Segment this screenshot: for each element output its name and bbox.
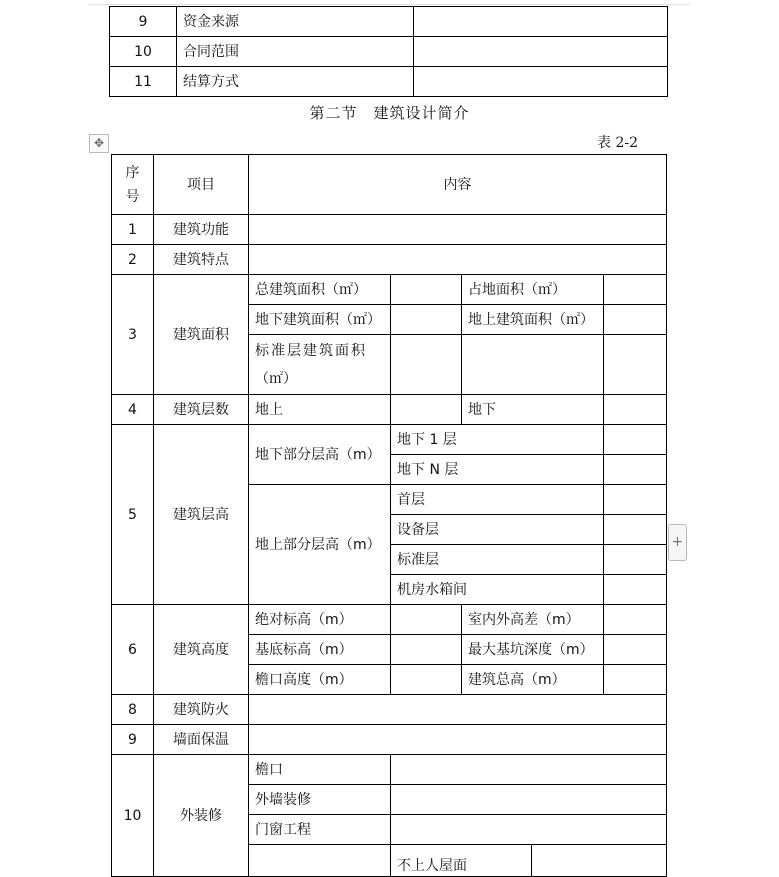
eave-height-value[interactable] (391, 665, 462, 695)
underground-area-value[interactable] (391, 305, 462, 335)
eave-value[interactable] (391, 755, 667, 785)
machine-room-value[interactable] (604, 575, 667, 605)
table-row (112, 245, 667, 275)
standard-floor-area-label[interactable] (249, 335, 391, 395)
row-value[interactable] (414, 37, 668, 67)
basement-n-value[interactable] (604, 455, 667, 485)
standard-floor-area-value[interactable] (391, 335, 462, 395)
empty-cell[interactable] (462, 335, 604, 395)
table-header-row (112, 155, 667, 215)
floors-above-value[interactable] (391, 395, 462, 425)
row-number: 9 (110, 7, 177, 37)
non-accessible-roof-value[interactable] (532, 845, 667, 877)
row-content-cell[interactable] (249, 695, 667, 725)
underground-area-label[interactable]: 地下建筑面积（㎡） (249, 305, 391, 335)
row-item[interactable]: 建筑层数 (154, 395, 249, 425)
equipment-floor-label[interactable]: 设备层 (391, 515, 604, 545)
floors-below-label[interactable]: 地下 (462, 395, 604, 425)
land-area-value[interactable] (604, 275, 667, 305)
table-label: 表 2-2 (597, 135, 638, 151)
row-item[interactable]: 建筑层高 (154, 425, 249, 605)
row-content-cell[interactable] (249, 215, 667, 245)
section-title: 第二节 建筑设计简介 (309, 104, 470, 122)
table-row (112, 395, 667, 425)
row-number: 5 (112, 425, 154, 605)
non-accessible-roof-label[interactable]: 不上人屋面 (391, 845, 532, 877)
row-item[interactable]: 墙面保温 (154, 725, 249, 755)
table-row (112, 725, 667, 755)
row-value[interactable] (414, 67, 668, 97)
row-number: 6 (112, 605, 154, 695)
row-content-cell[interactable] (249, 725, 667, 755)
standard-floor-label[interactable]: 标准层 (391, 545, 604, 575)
row-item[interactable]: 建筑功能 (154, 215, 249, 245)
standard-floor-value[interactable] (604, 545, 667, 575)
table-move-handle-icon[interactable]: ✥ (89, 134, 109, 153)
row-number: 4 (112, 395, 154, 425)
total-height-value[interactable] (604, 665, 667, 695)
table-row (112, 425, 667, 455)
table-row (110, 67, 668, 97)
underground-floor-height-label[interactable]: 地下部分层高（m） (249, 425, 391, 485)
row-number: 11 (110, 67, 177, 97)
empty-cell[interactable] (604, 335, 667, 395)
row-label[interactable]: 合同范围 (177, 37, 414, 67)
door-window-value[interactable] (391, 815, 667, 845)
table-row (112, 215, 667, 245)
total-area-value[interactable] (391, 275, 462, 305)
row-item[interactable]: 建筑面积 (154, 275, 249, 395)
row-label[interactable]: 资金来源 (177, 7, 414, 37)
row-number: 9 (112, 725, 154, 755)
table-row (112, 695, 667, 725)
add-column-icon[interactable]: + (668, 524, 687, 561)
floors-above-label[interactable]: 地上 (249, 395, 391, 425)
basement-n-label[interactable]: 地下 N 层 (391, 455, 604, 485)
row-value[interactable] (414, 7, 668, 37)
exterior-wall-label[interactable]: 外墙装修 (249, 785, 391, 815)
land-area-label[interactable]: 占地面积（㎡） (462, 275, 604, 305)
eave-height-label[interactable]: 檐口高度（m） (249, 665, 391, 695)
row-item[interactable]: 建筑特点 (154, 245, 249, 275)
first-floor-label[interactable]: 首层 (391, 485, 604, 515)
floors-below-value[interactable] (604, 395, 667, 425)
total-height-label[interactable]: 建筑总高（m） (462, 665, 604, 695)
eave-label[interactable]: 檐口 (249, 755, 391, 785)
total-area-label[interactable]: 总建筑面积（㎡） (249, 275, 391, 305)
row-item[interactable]: 建筑防火 (154, 695, 249, 725)
header-seq-line2: 号 (125, 188, 140, 205)
machine-room-label[interactable]: 机房水箱间 (391, 575, 604, 605)
row-number: 10 (112, 755, 154, 877)
row-number: 1 (112, 215, 154, 245)
standard-floor-area-line1: 标准层建筑面积 (255, 342, 367, 359)
absolute-elevation-value[interactable] (391, 605, 462, 635)
indoor-outdoor-diff-value[interactable] (604, 605, 667, 635)
table-row (112, 275, 667, 305)
row-content-cell[interactable] (249, 245, 667, 275)
table-row (112, 755, 667, 785)
aboveground-area-label[interactable]: 地上建筑面积（㎡） (462, 305, 604, 335)
table-row (112, 605, 667, 635)
aboveground-floor-height-label[interactable]: 地上部分层高（m） (249, 485, 391, 605)
table-row (110, 7, 668, 37)
base-elevation-label[interactable]: 基底标高（m） (249, 635, 391, 665)
basement-1-label[interactable]: 地下 1 层 (391, 425, 604, 455)
door-window-label[interactable]: 门窗工程 (249, 815, 391, 845)
max-pit-depth-label[interactable]: 最大基坑深度（m） (462, 635, 604, 665)
table-row (110, 37, 668, 67)
absolute-elevation-label[interactable]: 绝对标高（m） (249, 605, 391, 635)
row-number: 3 (112, 275, 154, 395)
header-seq-line1: 序 (125, 164, 140, 181)
header-content: 内容 (249, 155, 667, 215)
first-floor-value[interactable] (604, 485, 667, 515)
base-elevation-value[interactable] (391, 635, 462, 665)
roof-sub-cell[interactable] (249, 845, 391, 877)
equipment-floor-value[interactable] (604, 515, 667, 545)
row-label[interactable]: 结算方式 (177, 67, 414, 97)
row-number: 2 (112, 245, 154, 275)
row-number: 10 (110, 37, 177, 67)
exterior-wall-value[interactable] (391, 785, 667, 815)
header-item: 项目 (154, 155, 249, 215)
standard-floor-area-line2: （㎡） (255, 370, 297, 387)
building-design-table (111, 154, 667, 877)
aboveground-area-value[interactable] (604, 305, 667, 335)
previous-table (109, 6, 668, 97)
max-pit-depth-value[interactable] (604, 635, 667, 665)
indoor-outdoor-diff-label[interactable]: 室内外高差（m） (462, 605, 604, 635)
row-item[interactable]: 外装修 (154, 755, 249, 877)
row-number: 8 (112, 695, 154, 725)
header-seq (112, 155, 154, 215)
basement-1-value[interactable] (604, 425, 667, 455)
row-item[interactable]: 建筑高度 (154, 605, 249, 695)
page-top-edge (88, 4, 690, 5)
